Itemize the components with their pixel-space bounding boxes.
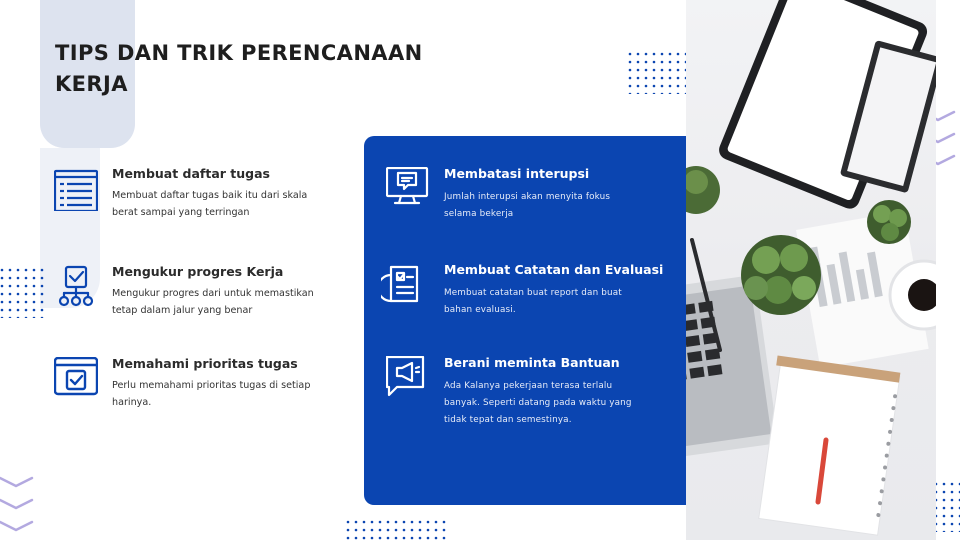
- left-item-title: Membuat daftar tugas: [112, 166, 270, 181]
- list-icon: [54, 167, 98, 211]
- page-title: TIPS DAN TRIK PERENCANAAN KERJA: [55, 41, 423, 96]
- left-item-desc: Membuat daftar tugas baik itu dari skala berat sampai yang terringan: [112, 190, 308, 218]
- left-item-task-list: [54, 167, 344, 227]
- dot-grid-left: [0, 268, 44, 318]
- right-item-desc: Membuat catatan buat report dan buat bahan evaluasi.: [444, 288, 622, 315]
- desk-illustration: [686, 0, 936, 540]
- notes-check-icon: [381, 263, 425, 307]
- left-item-title: Memahami prioritas tugas: [112, 356, 298, 371]
- left-item-desc: Perlu memahami prioritas tugas di setiap harinya.: [112, 380, 311, 408]
- right-item-interruptions: [386, 167, 656, 237]
- left-item-priority: [54, 357, 344, 417]
- chevron-decor-bottom-left: [0, 470, 44, 540]
- megaphone-icon: [386, 356, 430, 400]
- progress-tracker-icon: [54, 265, 98, 309]
- left-item-desc: Mengukur progres dari untuk memastikan tetap dalam jalur yang benar: [112, 288, 314, 316]
- left-item-progress: [54, 265, 344, 325]
- right-item-desc: Ada Kalanya pekerjaan terasa terlalu banyak. Seperti datang pada waktu yang tidak tepat dan semestinya.: [444, 381, 632, 425]
- right-item-ask-help: [386, 356, 656, 436]
- monitor-chat-icon: [386, 167, 430, 211]
- right-item-title: Membatasi interupsi: [444, 166, 590, 181]
- right-item-title: Berani meminta Bantuan: [444, 355, 620, 370]
- priority-checkbox-icon: [54, 357, 98, 401]
- left-item-title: Mengukur progres Kerja: [112, 264, 284, 279]
- dot-grid-bottom: [346, 520, 446, 540]
- desk-photo: [686, 0, 936, 540]
- right-item-notes: [381, 262, 664, 333]
- right-item-desc: Jumlah interupsi akan menyita fokus selama bekerja: [444, 192, 611, 219]
- right-item-title: Membuat Catatan dan Evaluasi: [444, 262, 664, 277]
